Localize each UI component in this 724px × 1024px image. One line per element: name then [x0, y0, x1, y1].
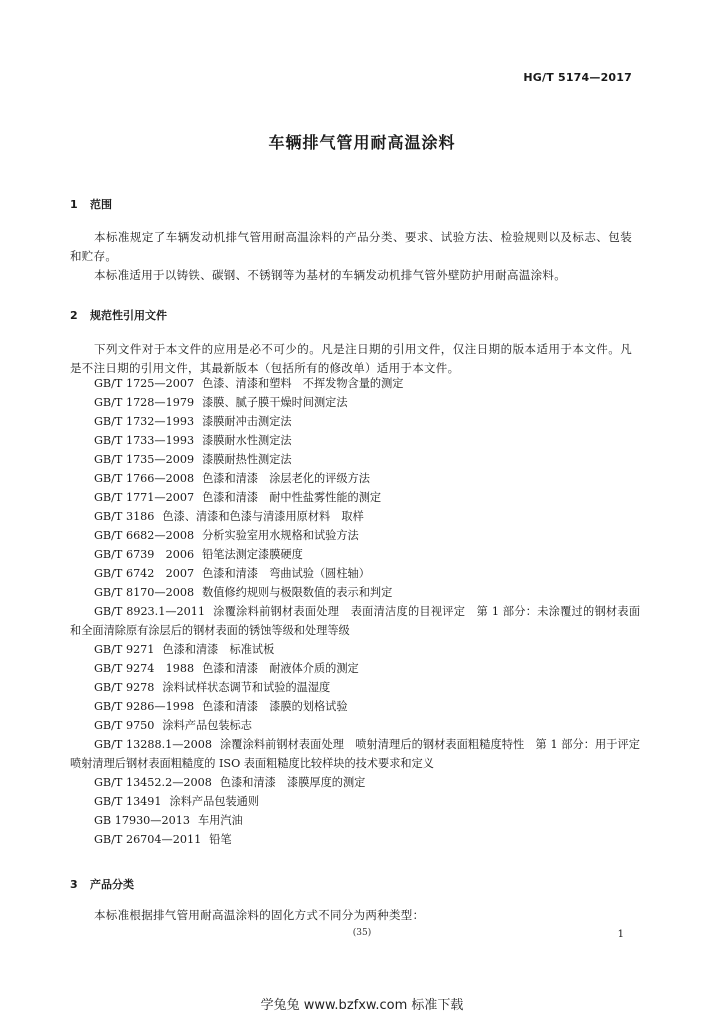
section-heading-scope	[70, 196, 112, 212]
footer-series-number: (35)	[352, 928, 372, 938]
reference-title: 色漆和清漆 涂层老化的评级方法	[202, 472, 370, 485]
reference-code: GB/T 1728—1979	[94, 396, 195, 409]
reference-title: 涂覆涂料前钢材表面处理 表面清洁度的目视评定 第 1 部分：未涂覆过的钢材表面和全面清除原有涂层后的钢材表面的锈蚀等级和处理等级	[70, 605, 640, 637]
reference-code: GB/T 13288.1—2008	[94, 738, 212, 751]
reference-code: GB/T 9278	[94, 681, 155, 694]
reference-item	[70, 697, 640, 716]
reference-title: 漆膜、腻子膜干燥时间测定法	[202, 396, 348, 409]
reference-item	[70, 792, 640, 811]
reference-code: GB/T 6742 2007	[94, 567, 195, 580]
reference-title: 涂料试样状态调节和试验的温湿度	[162, 681, 331, 694]
reference-title: 色漆和清漆 弯曲试验（圆柱轴）	[202, 567, 370, 580]
reference-item	[70, 659, 640, 678]
reference-code: GB/T 1733—1993	[94, 434, 195, 447]
reference-code: GB/T 9274 1988	[94, 662, 195, 675]
reference-code: GB/T 26704—2011	[94, 833, 202, 846]
section-heading-classification	[70, 876, 134, 892]
reference-title: 涂覆涂料前钢材表面处理 喷射清理后的钢材表面粗糙度特性 第 1 部分：用于评定喷射清理后钢材表面粗糙度的 ISO 表面粗糙度比较样块的技术要求和定义	[70, 738, 640, 770]
normative-intro: 下列文件对于本文件的应用是必不可少的。凡是注日期的引用文件，仅注日期的版本适用于本文件。凡是不注日期的引用文件，其最新版本（包括所有的修改单）适用于本文件。	[70, 342, 632, 375]
reference-title: 色漆、清漆和色漆与清漆用原材料 取样	[162, 510, 364, 523]
site-watermark: 学兔兔 www.bzfxw.com 标准下载	[260, 998, 464, 1013]
reference-item	[70, 488, 640, 507]
reference-title: 漆膜耐热性测定法	[202, 453, 292, 466]
document-title: 车辆排气管用耐高温涂料	[268, 133, 456, 152]
reference-code: GB 17930—2013	[94, 814, 190, 827]
reference-code: GB/T 1771—2007	[94, 491, 195, 504]
reference-title: 漆膜耐水性测定法	[202, 434, 292, 447]
reference-code: GB/T 9286—1998	[94, 700, 195, 713]
reference-title: 色漆、清漆和塑料 不挥发物含量的测定	[202, 377, 404, 390]
standard-code: HG/T 5174—2017	[523, 71, 632, 84]
reference-item	[70, 830, 640, 849]
reference-code: GB/T 1735—2009	[94, 453, 195, 466]
reference-title: 涂料产品包装通则	[169, 795, 260, 808]
reference-item	[70, 564, 640, 583]
section-title: 产品分类	[90, 878, 134, 891]
reference-list	[70, 374, 640, 849]
reference-code: GB/T 3186	[94, 510, 155, 523]
reference-item	[70, 773, 640, 792]
reference-title: 漆膜耐冲击测定法	[202, 415, 292, 428]
reference-item	[70, 412, 640, 431]
reference-item	[70, 583, 640, 602]
reference-code: GB/T 1766—2008	[94, 472, 195, 485]
reference-item	[70, 469, 640, 488]
section-title: 规范性引用文件	[90, 309, 167, 322]
reference-item	[70, 716, 640, 735]
reference-item	[70, 811, 640, 830]
reference-title: 色漆和清漆 漆膜厚度的测定	[219, 776, 366, 789]
scope-paragraph-2: 本标准适用于以铸铁、碳钢、不锈钢等为基材的车辆发动机排气管外壁防护用耐高温涂料。	[94, 268, 566, 282]
reference-item	[70, 678, 640, 697]
section-title: 范围	[90, 198, 112, 211]
reference-code: GB/T 13452.2—2008	[94, 776, 212, 789]
reference-item	[70, 450, 640, 469]
reference-code: GB/T 6682—2008	[94, 529, 195, 542]
reference-title: 色漆和清漆 耐液体介质的测定	[202, 662, 359, 675]
page-number: 1	[617, 929, 624, 940]
reference-title: 分析实验室用水规格和试验方法	[202, 529, 359, 542]
reference-code: GB/T 1732—1993	[94, 415, 195, 428]
section-number: 2	[70, 309, 78, 322]
reference-item	[70, 640, 640, 659]
reference-title: 车用汽油	[197, 814, 243, 827]
section-number: 3	[70, 878, 78, 891]
reference-code: GB/T 8170—2008	[94, 586, 195, 599]
reference-title: 色漆和清漆 耐中性盐雾性能的测定	[202, 491, 382, 504]
reference-item	[70, 374, 640, 393]
reference-code: GB/T 13491	[94, 795, 162, 808]
reference-title: 涂料产品包装标志	[162, 719, 252, 732]
reference-item	[70, 507, 640, 526]
reference-code: GB/T 9271	[94, 643, 155, 656]
section-number: 1	[70, 198, 78, 211]
reference-title: 数值修约规则与极限数值的表示和判定	[202, 586, 393, 599]
reference-item	[70, 393, 640, 412]
reference-code: GB/T 1725—2007	[94, 377, 195, 390]
reference-title: 铅笔	[209, 833, 232, 846]
reference-item	[70, 431, 640, 450]
scope-paragraph-1: 本标准规定了车辆发动机排气管用耐高温涂料的产品分类、要求、试验方法、检验规则以及标志、包装和贮存。	[70, 230, 632, 263]
reference-title: 色漆和清漆 漆膜的划格试验	[202, 700, 348, 713]
reference-title: 色漆和清漆 标准试板	[162, 643, 275, 656]
classification-paragraph: 本标准根据排气管用耐高温涂料的固化方式不同分为两种类型：	[94, 908, 425, 922]
reference-code: GB/T 8923.1—2011	[94, 605, 206, 618]
reference-title: 铅笔法测定漆膜硬度	[202, 548, 303, 561]
section-heading-normative	[70, 307, 167, 323]
reference-code: GB/T 6739 2006	[94, 548, 195, 561]
reference-item	[70, 735, 640, 773]
reference-item	[70, 602, 640, 640]
reference-item	[70, 545, 640, 564]
reference-item	[70, 526, 640, 545]
reference-code: GB/T 9750	[94, 719, 155, 732]
